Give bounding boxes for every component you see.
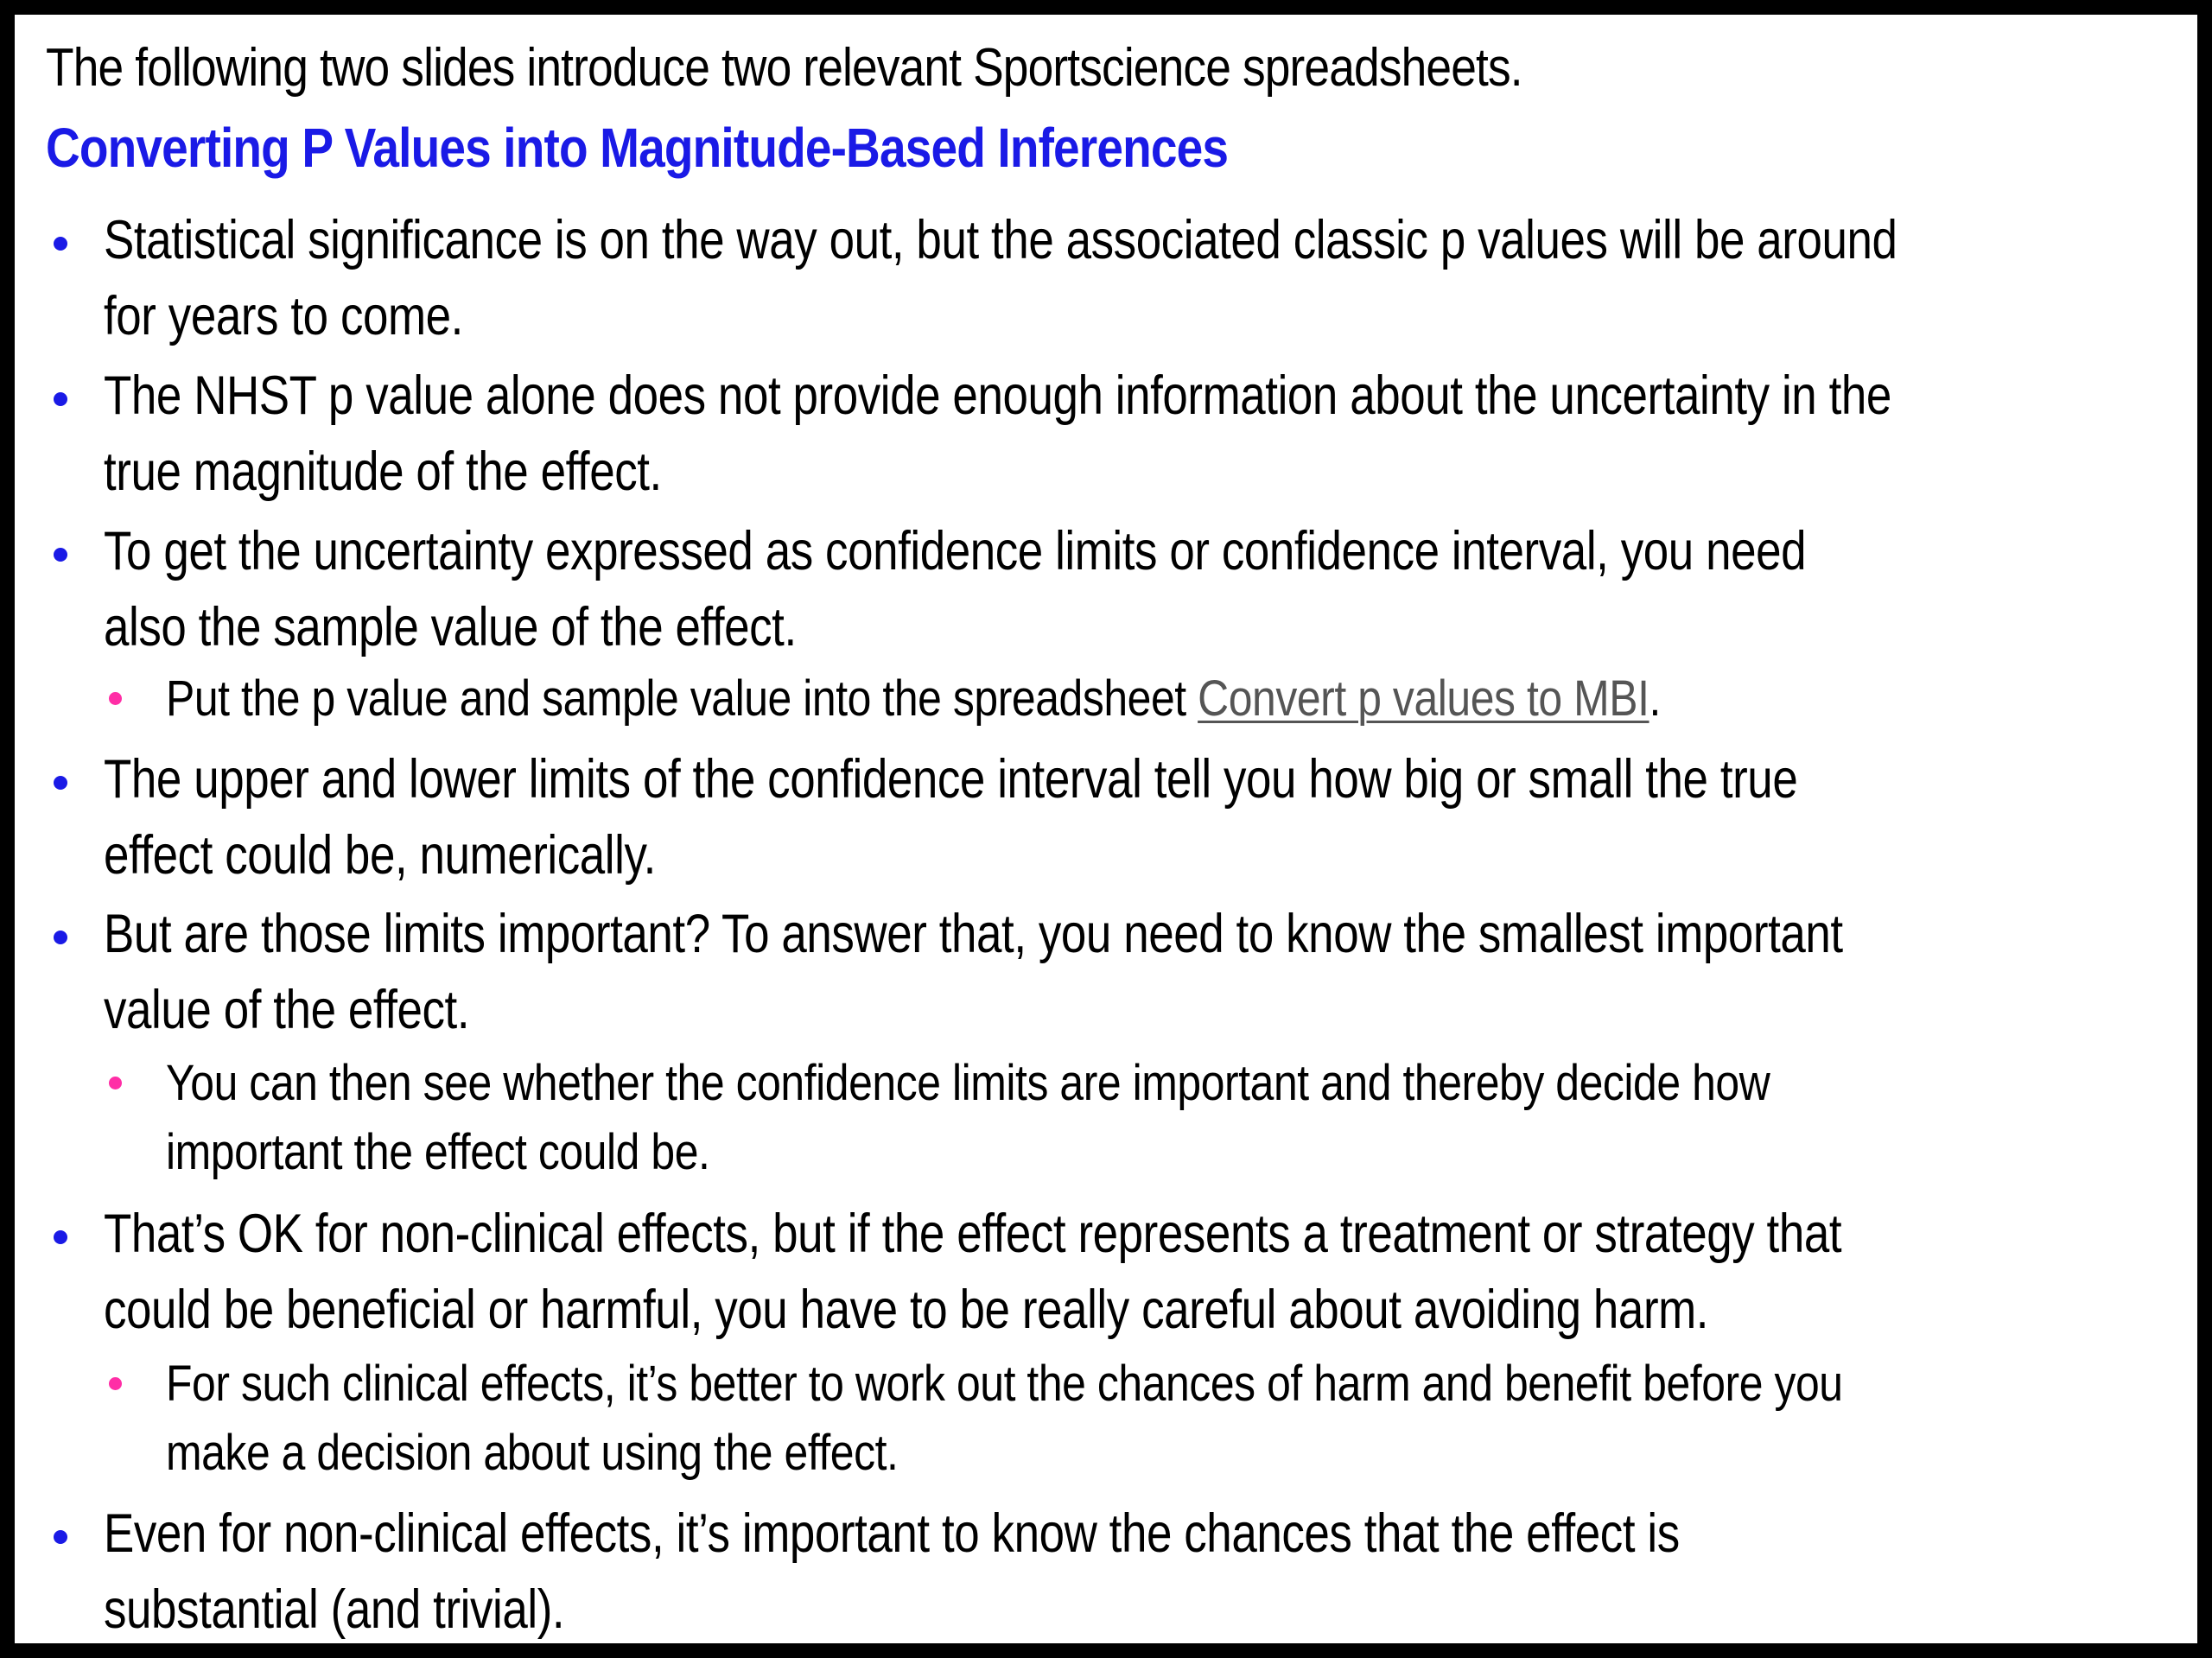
bullet-line: To get the uncertainty expressed as confidence limits or confidence interval, you need [104,521,1807,581]
sub-bullet-dot-icon [109,1377,122,1390]
intro-text: The following two slides introduce two relevant Sportscience spreadsheets. [46,38,1522,98]
bullet-line: That’s OK for non-clinical effects, but if the effect represents a treatment or strategy that [104,1204,1842,1264]
bullet-line: But are those limits important? To answer that, you need to know the smallest important [104,904,1843,964]
convert-p-values-link[interactable]: Convert p values to MBI [1198,670,1649,727]
bullet-dot-icon [54,392,67,406]
sub-bullet-text-end: . [1649,670,1661,727]
sub-bullet-line: You can then see whether the confidence limits are important and thereby decide how [166,1055,1770,1111]
sub-bullet-line: important the effect could be. [166,1124,710,1180]
bullet-dot-icon [54,776,67,790]
bullet-item [104,1496,2209,1648]
bullet-item [104,202,2209,354]
bullet-item [104,358,2209,510]
bullet-line: true magnitude of the effect. [104,441,662,502]
sub-bullet-item [166,1049,2212,1187]
sub-bullet-dot-icon [109,1077,122,1089]
sub-bullet-line: For such clinical effects, it’s better to work out the chances of harm and benefit before you [166,1356,1843,1412]
sub-bullet-line: make a decision about using the effect. [166,1425,899,1481]
bullet-line: Even for non-clinical effects, it’s important to know the chances that the effect is [104,1503,1680,1564]
bullet-line: substantial (and trivial). [104,1579,565,1640]
bullet-dot-icon [54,548,67,562]
bullet-line: value of the effect. [104,980,470,1040]
bullet-line: also the sample value of the effect. [104,597,797,657]
bullet-dot-icon [54,1530,67,1544]
slide-content [29,29,2212,1658]
bullet-line: Statistical significance is on the way out, but the associated classic p values will be around [104,210,1897,270]
bullet-dot-icon [54,237,67,251]
bullet-line: The upper and lower limits of the confidence interval tell you how big or small the true [104,749,1798,810]
bullet-item [104,896,2209,1048]
bullet-dot-icon [54,1230,67,1244]
sub-bullet-item [166,664,2212,734]
bullet-line: for years to come. [104,286,463,346]
sub-bullet-text: Put the p value and sample value into the spreadsheet [166,670,1198,727]
bullet-item [104,741,2209,893]
bullet-item [104,513,2209,665]
bullet-line: The NHST p value alone does not provide enough information about the uncertainty in the [104,365,1891,426]
bullet-dot-icon [54,931,67,944]
bullet-item [104,1196,2209,1348]
bullet-line: could be beneficial or harmful, you have to be really careful about avoiding harm. [104,1280,1709,1340]
sub-bullet-item [166,1350,2212,1488]
sub-bullet-dot-icon [109,692,122,705]
slide-heading: Converting P Values into Magnitude-Based Inferences [46,117,1229,179]
bullet-line: effect could be, numerically. [104,825,656,886]
